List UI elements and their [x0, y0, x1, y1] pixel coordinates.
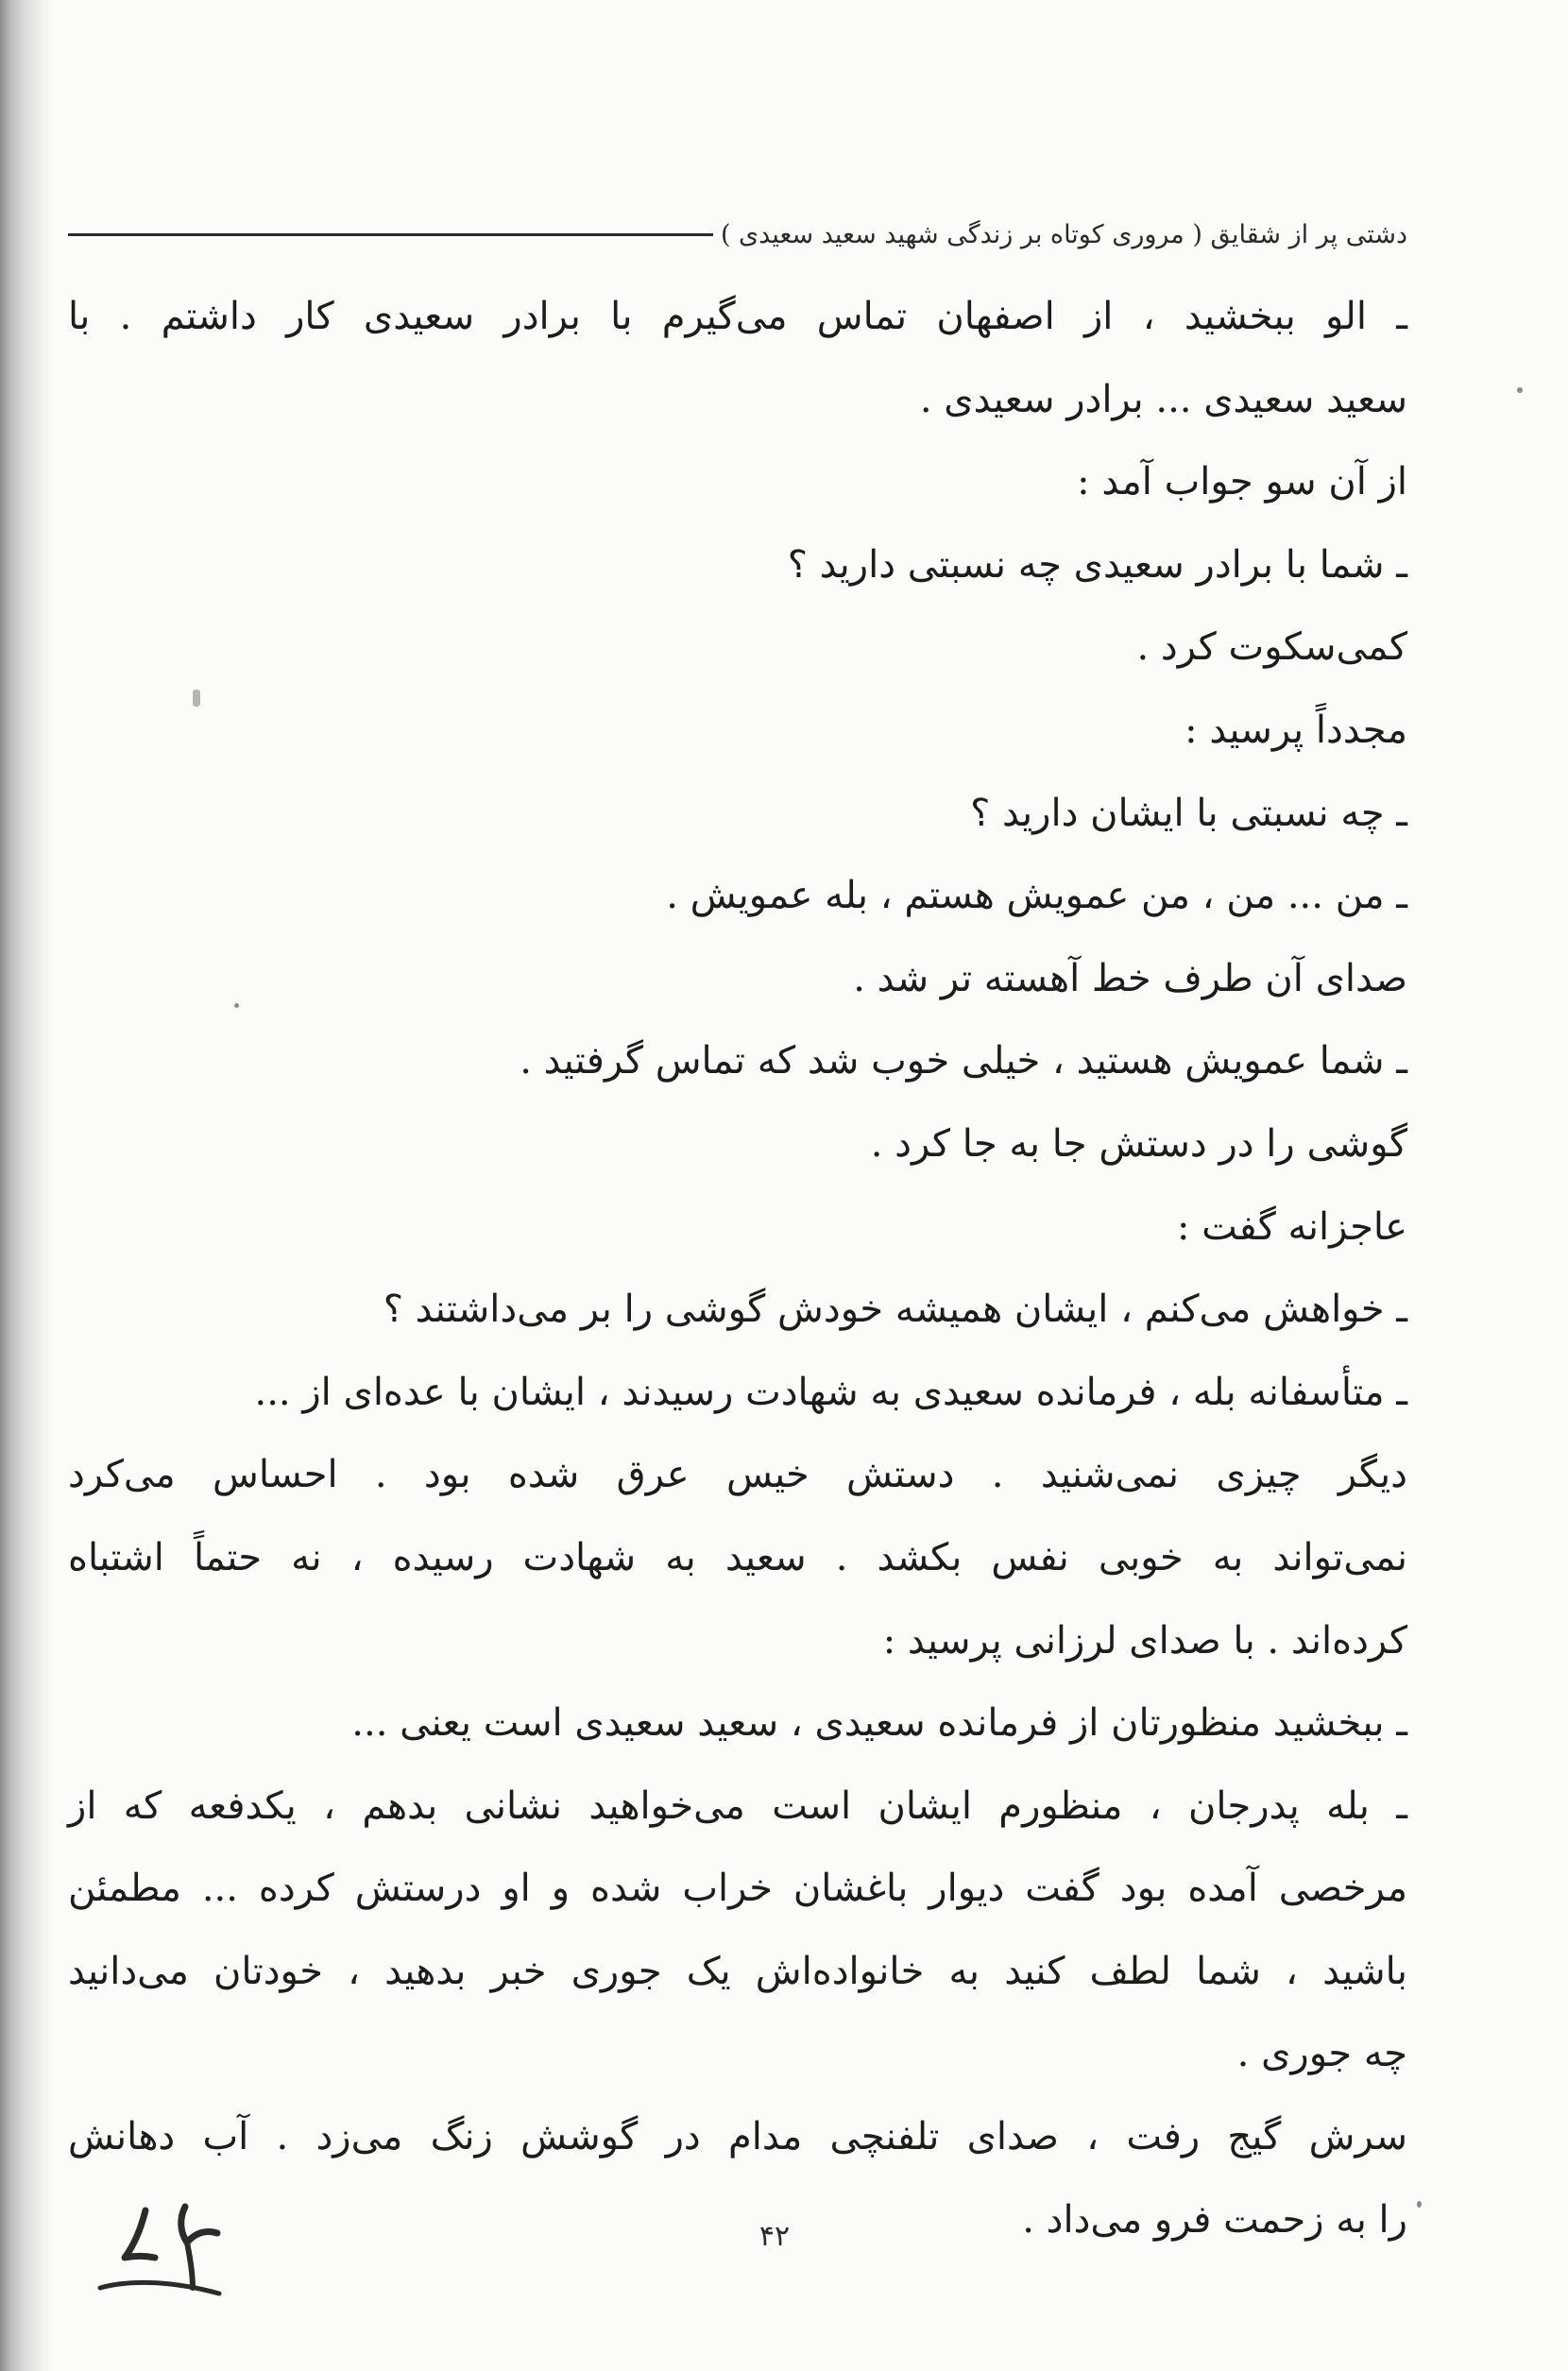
paper-speck	[1517, 387, 1523, 393]
handwritten-folio-mark	[87, 2190, 238, 2303]
text-line: ـ بله پدرجان ، منظورم ایشان است می‌خواهید نشانی بدهم ، یکدفعه که از	[68, 1783, 1407, 1828]
text-line: ـ شما عمویش هستید ، خیلی خوب شد که تماس گرفتید .	[520, 1039, 1407, 1083]
text-line: کرده‌اند . با صدای لرزانی پرسید :	[882, 1618, 1407, 1663]
text-line: ـ من ... من ، من عمویش هستم ، بله عمویش .	[666, 874, 1407, 918]
running-header	[68, 210, 1407, 259]
paper-speck	[1417, 2201, 1422, 2208]
header-rule	[68, 233, 713, 236]
text-line: از آن سو جواب آمد :	[1077, 460, 1407, 504]
text-line: مجدداً پرسید :	[1185, 708, 1407, 752]
spine-shadow	[0, 0, 55, 2371]
text-line: گوشی را در دستش جا به جا کرد .	[870, 1121, 1407, 1166]
text-line: ـ چه نسبتی با ایشان دارید ؟	[970, 791, 1407, 835]
page-number: ۴۲	[758, 2220, 791, 2253]
text-line: چه جوری .	[1236, 2032, 1407, 2076]
text-line: مرخصی آمده بود گفت دیوار باغشان خراب شده و او درستش کرده ... مطمئن	[68, 1867, 1407, 1911]
running-header-title: دشتی پر از شقایق ( مروری کوتاه بر زندگی شهید سعید سعیدی )	[720, 219, 1407, 249]
text-line: دیگر چیزی نمی‌شنید . دستش خیس عرق شده بود . احساس می‌کرد	[68, 1453, 1407, 1497]
paper-speck	[234, 1003, 239, 1008]
text-line: را به زحمت فرو می‌داد .	[1022, 2197, 1407, 2242]
text-line: ـ متأسفانه بله ، فرمانده سعیدی به شهادت رسیدند ، ایشان با عده‌ای از ...	[254, 1370, 1407, 1414]
text-line: عاجزانه گفت :	[1176, 1204, 1407, 1249]
text-line: ـ خواهش می‌کنم ، ایشان همیشه خودش گوشی را بر می‌داشتند ؟	[383, 1288, 1407, 1332]
paper-speck	[193, 690, 200, 707]
text-line: نمی‌تواند به خوبی نفس بکشد . سعید به شهادت رسیده ، نه حتماً اشتباه	[68, 1535, 1407, 1579]
text-line: سرش گیج رفت ، صدای تلفنچی مدام در گوشش زنگ می‌زد . آب دهانش	[68, 2115, 1407, 2159]
text-line: ـ الو ببخشید ، از اصفهان تماس می‌گیرم با برادر سعیدی کار داشتم . با	[68, 295, 1407, 338]
text-line: ـ ببخشید منظورتان از فرمانده سعیدی ، سعید سعیدی است یعنی ...	[351, 1701, 1407, 1746]
text-line: صدای آن طرف خط آهسته تر شد .	[853, 956, 1407, 1000]
text-line: سعید سعیدی ... برادر سعیدی .	[919, 377, 1407, 421]
text-line: کمی‌سکوت کرد .	[1136, 625, 1407, 670]
text-line: ـ شما با برادر سعیدی چه نسبتی دارید ؟	[787, 542, 1407, 587]
text-line: باشید ، شما لطف کنید به خانواده‌اش یک جوری خبر بدهید ، خودتان می‌دانید	[68, 1949, 1407, 1993]
